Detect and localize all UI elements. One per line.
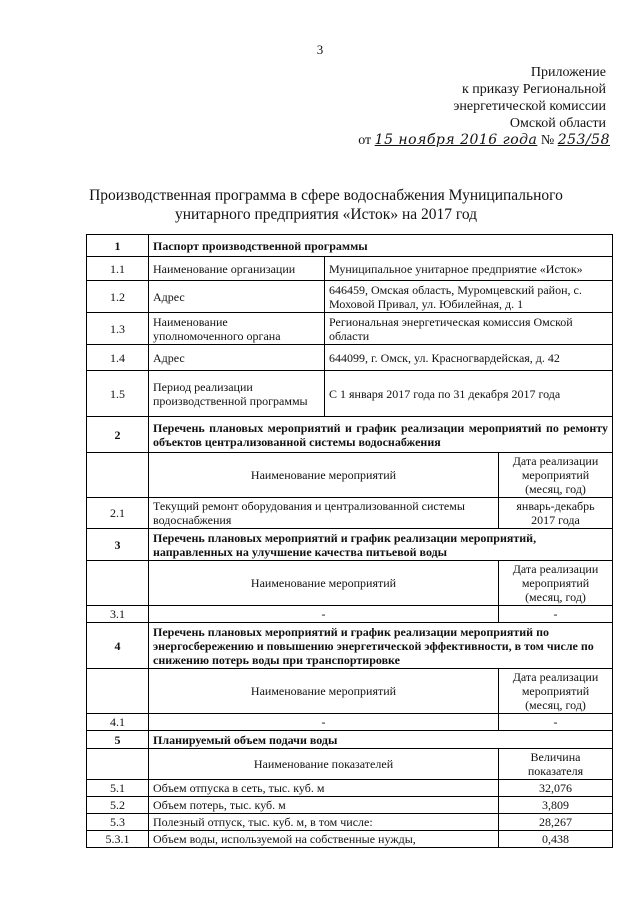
- empty-cell: [87, 669, 149, 714]
- table-row: [87, 257, 613, 281]
- appendix-line-2: к приказу Региональной: [461, 82, 606, 97]
- order-reference: [358, 132, 610, 149]
- row-name: Объем отпуска в сеть, тыс. куб. м: [149, 780, 499, 797]
- empty-cell: [87, 561, 149, 606]
- row-label: Адрес: [149, 281, 325, 313]
- row-date: -: [499, 714, 613, 731]
- appendix-block: [453, 64, 606, 132]
- section-number: 4: [87, 623, 149, 669]
- row-label: Период реализации производственной программы: [149, 371, 325, 417]
- title-line-2: унитарного предприятия «Исток» на 2017 год: [174, 206, 478, 223]
- row-value: Муниципальное унитарное предприятие «Исток»: [325, 257, 613, 281]
- appendix-line-1: Приложение: [530, 65, 606, 80]
- section-number: 3: [87, 529, 149, 561]
- row-name: -: [149, 606, 499, 623]
- row-name: -: [149, 714, 499, 731]
- row-number: 5.2: [87, 797, 149, 814]
- row-date: -: [499, 606, 613, 623]
- column-header-row: [87, 561, 613, 606]
- order-number-handwritten: 253/58: [557, 132, 610, 148]
- column-header-value: Величина показателя: [499, 749, 613, 780]
- row-value: С 1 января 2017 года по 31 декабря 2017 года: [325, 371, 613, 417]
- section-heading: Планируемый объем подачи воды: [149, 731, 613, 749]
- table-row: [87, 345, 613, 371]
- row-value: 28,267: [499, 814, 613, 831]
- section-number: 1: [87, 235, 149, 257]
- title-line-1: Производственная программа в сфере водоснабжения Муниципального: [89, 187, 563, 204]
- row-number: 3.1: [87, 606, 149, 623]
- table-row: [87, 814, 613, 831]
- table-row: [87, 797, 613, 814]
- empty-cell: [87, 453, 149, 498]
- column-header-name: Наименование мероприятий: [149, 561, 499, 606]
- column-header-row: [87, 749, 613, 780]
- appendix-line-4: Омской области: [509, 116, 606, 131]
- row-name: Объем воды, используемой на собственные нужды,: [149, 831, 499, 848]
- section-heading: Перечень плановых мероприятий и график реализации мероприятий, направленных на улучшение качества питьевой воды: [149, 529, 613, 561]
- section-4-header-row: [87, 623, 613, 669]
- section-2-header-row: [87, 417, 613, 453]
- order-prefix: от: [358, 133, 372, 148]
- section-5-header-row: [87, 731, 613, 749]
- row-number: 5.3.1: [87, 831, 149, 848]
- row-value: 646459, Омская область, Муромцевский район, с. Моховой Привал, ул. Юбилейная, д. 1: [325, 281, 613, 313]
- section-number: 2: [87, 417, 149, 453]
- row-label: Наименование уполномоченного органа: [149, 313, 325, 345]
- order-date-handwritten: 15 ноября 2016 года: [374, 132, 538, 148]
- table-row: [87, 498, 613, 529]
- column-header-date: Дата реализации мероприятий (месяц, год): [499, 453, 613, 498]
- row-date: январь-декабрь 2017 года: [499, 498, 613, 529]
- table-row: [87, 780, 613, 797]
- table-row: [87, 606, 613, 623]
- page-number: 3: [316, 42, 324, 57]
- row-name: Объем потерь, тыс. куб. м: [149, 797, 499, 814]
- section-heading: Паспорт производственной программы: [149, 235, 613, 257]
- empty-cell: [87, 749, 149, 780]
- section-1-header-row: [87, 235, 613, 257]
- order-number-label: №: [540, 133, 555, 148]
- row-label: Наименование организации: [149, 257, 325, 281]
- table-row: [87, 281, 613, 313]
- column-header-name: Наименование показателей: [149, 749, 499, 780]
- column-header-date: Дата реализации мероприятий (месяц, год): [499, 561, 613, 606]
- row-number: 4.1: [87, 714, 149, 731]
- column-header-name: Наименование мероприятий: [149, 669, 499, 714]
- column-header-row: [87, 669, 613, 714]
- table-row: [87, 831, 613, 848]
- row-number: 1.4: [87, 345, 149, 371]
- table-row: [87, 714, 613, 731]
- row-value: 0,438: [499, 831, 613, 848]
- appendix-line-3: энергетической комиссии: [453, 99, 606, 114]
- row-number: 1.2: [87, 281, 149, 313]
- row-name: Полезный отпуск, тыс. куб. м, в том числе:: [149, 814, 499, 831]
- row-value: 644099, г. Омск, ул. Красногвардейская, д. 42: [325, 345, 613, 371]
- row-number: 1.1: [87, 257, 149, 281]
- table-row: [87, 313, 613, 345]
- section-3-header-row: [87, 529, 613, 561]
- column-header-name: Наименование мероприятий: [149, 453, 499, 498]
- column-header-row: [87, 453, 613, 498]
- column-header-date: Дата реализации мероприятий (месяц, год): [499, 669, 613, 714]
- row-value: Региональная энергетическая комиссия Омской области: [325, 313, 613, 345]
- row-number: 5.1: [87, 780, 149, 797]
- row-number: 2.1: [87, 498, 149, 529]
- row-number: 5.3: [87, 814, 149, 831]
- row-number: 1.5: [87, 371, 149, 417]
- section-heading: Перечень плановых мероприятий и график реализации мероприятий по энергосбережению и повышению энергетической эффективности, в том числе по снижению потерь воды при транспортировке: [149, 623, 613, 669]
- row-value: 32,076: [499, 780, 613, 797]
- production-program-table: [86, 234, 613, 848]
- row-value: 3,809: [499, 797, 613, 814]
- table-row: [87, 371, 613, 417]
- document-title: [60, 186, 592, 224]
- row-label: Адрес: [149, 345, 325, 371]
- section-heading: Перечень плановых мероприятий и график реализации мероприятий по ремонту объектов централизованной системы водоснабжения: [149, 417, 613, 453]
- row-name: Текущий ремонт оборудования и централизованной системы водоснабжения: [149, 498, 499, 529]
- section-number: 5: [87, 731, 149, 749]
- row-number: 1.3: [87, 313, 149, 345]
